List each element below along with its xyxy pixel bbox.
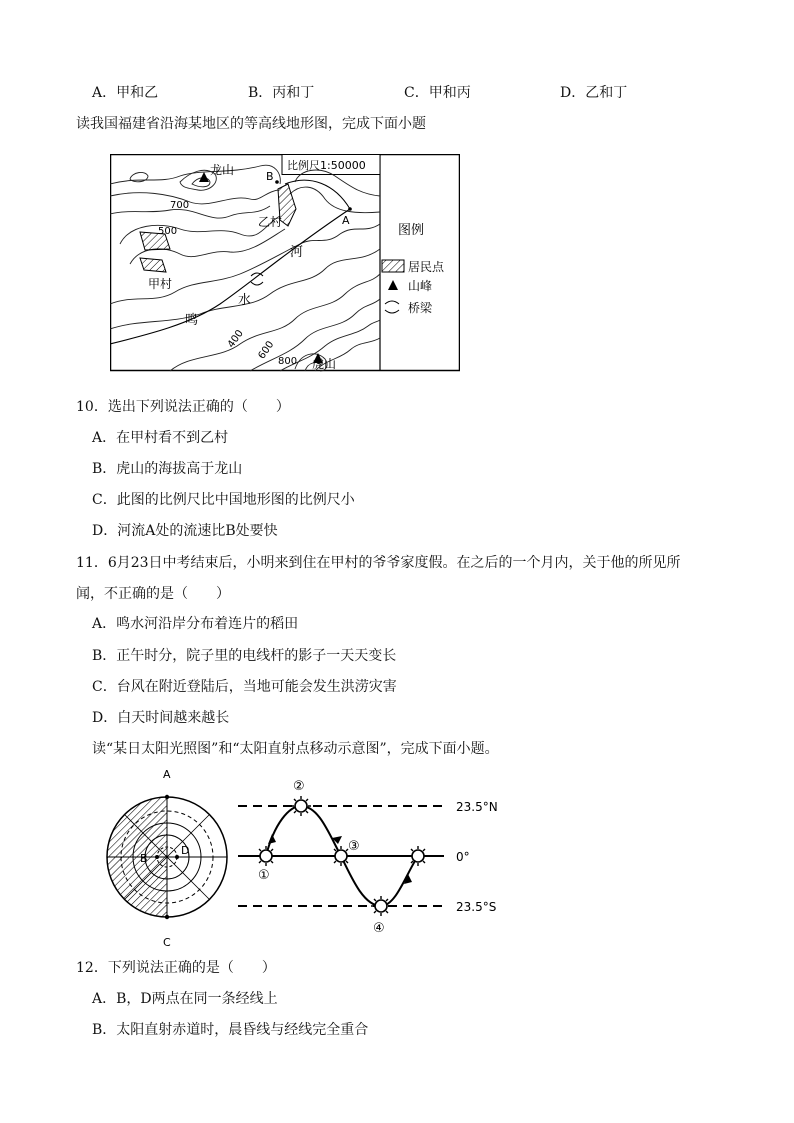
jiacun-settlement-2 <box>140 258 166 272</box>
legend-title: 图例 <box>398 223 425 238</box>
sun-icon-2 <box>295 800 307 812</box>
lat-23s: 23.5°S <box>456 900 497 914</box>
contour-600: 600 <box>256 339 277 362</box>
q9-option-d: D．乙和丁 <box>560 85 628 101</box>
sun-icon-1 <box>260 850 272 862</box>
q10-option-b: B．虎山的海拔高于龙山 <box>92 461 243 477</box>
q11-option-b: B．正午时分，院子里的电线杆的影子一天天变长 <box>92 648 397 664</box>
sun-label-c: C <box>163 936 171 949</box>
legend-settlement: 居民点 <box>408 260 445 274</box>
contour-400: 400 <box>225 328 246 351</box>
point-2: ② <box>293 779 305 794</box>
contour-500: 500 <box>158 226 178 237</box>
point-1: ① <box>258 868 270 883</box>
label-a: A <box>342 214 350 227</box>
sun-icon-4 <box>375 900 387 912</box>
sun-intro: 读“某日太阳光照图”和“太阳直射点移动示意图”，完成下面小题。 <box>92 741 499 757</box>
label-river-shui: 水 <box>238 293 252 308</box>
q12-stem: 12．下列说法正确的是（ ） <box>76 960 276 976</box>
q12-option-b: B．太阳直射赤道时，晨昏线与经线完全重合 <box>92 1022 369 1038</box>
legend-bridge: 桥梁 <box>408 301 433 315</box>
sun-icon-5 <box>412 850 424 862</box>
label-hushan: 虎山 <box>312 357 337 371</box>
q9-option-a: A．甲和乙 <box>92 85 159 101</box>
q9-option-c: C．甲和丙 <box>404 85 471 101</box>
q11-option-a: A．鸣水河沿岸分布着连片的稻田 <box>92 616 299 632</box>
point-3: ③ <box>348 839 360 854</box>
q9-option-b: B．丙和丁 <box>248 85 315 101</box>
label-yicun: 乙村 <box>258 215 283 229</box>
contour-700: 700 <box>170 200 190 211</box>
lat-23n: 23.5°N <box>456 800 498 814</box>
map-intro: 读我国福建省沿海某地区的等高线地形图，完成下面小题 <box>76 116 426 132</box>
sun-movement-diagram <box>234 774 524 940</box>
q11-stem-line2: 闻，不正确的是（ ） <box>76 586 230 602</box>
q10-option-c: C．此图的比例尺比中国地形图的比例尺小 <box>92 492 355 508</box>
sun-icon-3 <box>335 850 347 862</box>
label-jiacun: 甲村 <box>148 277 173 291</box>
contour-800: 800 <box>278 356 298 367</box>
q12-option-a: A．B，D两点在同一条经线上 <box>92 991 278 1007</box>
map-scale: 比例尺1:50000 <box>287 159 366 172</box>
q10-option-d: D．河流A处的流速比B处要快 <box>92 523 278 539</box>
label-river-he: 河 <box>290 245 304 260</box>
lat-0: 0° <box>456 850 470 864</box>
q11-option-d: D．白天时间越来越长 <box>92 710 230 726</box>
point-4: ④ <box>373 921 385 936</box>
q11-option-c: C．台风在附近登陆后，当地可能会发生洪涝灾害 <box>92 679 397 695</box>
q10-option-a: A．在甲村看不到乙村 <box>92 430 229 446</box>
contour-map <box>110 154 460 372</box>
q11-stem-line1: 11．6月23日中考结束后，小明来到住在甲村的爷爷家度假。在之后的一个月内，关于他的所见所 <box>76 555 681 571</box>
label-river-ming: 鸣 <box>185 313 199 328</box>
legend-peak: 山峰 <box>408 279 433 293</box>
sun-label-d: D <box>181 844 190 857</box>
label-longshan: 龙山 <box>210 163 235 177</box>
label-b: B <box>266 170 274 183</box>
sun-label-a: A <box>163 768 171 781</box>
sun-label-b: B <box>140 852 148 865</box>
q10-stem: 10．选出下列说法正确的（ ） <box>76 399 290 415</box>
sunlight-diagram <box>100 766 250 950</box>
